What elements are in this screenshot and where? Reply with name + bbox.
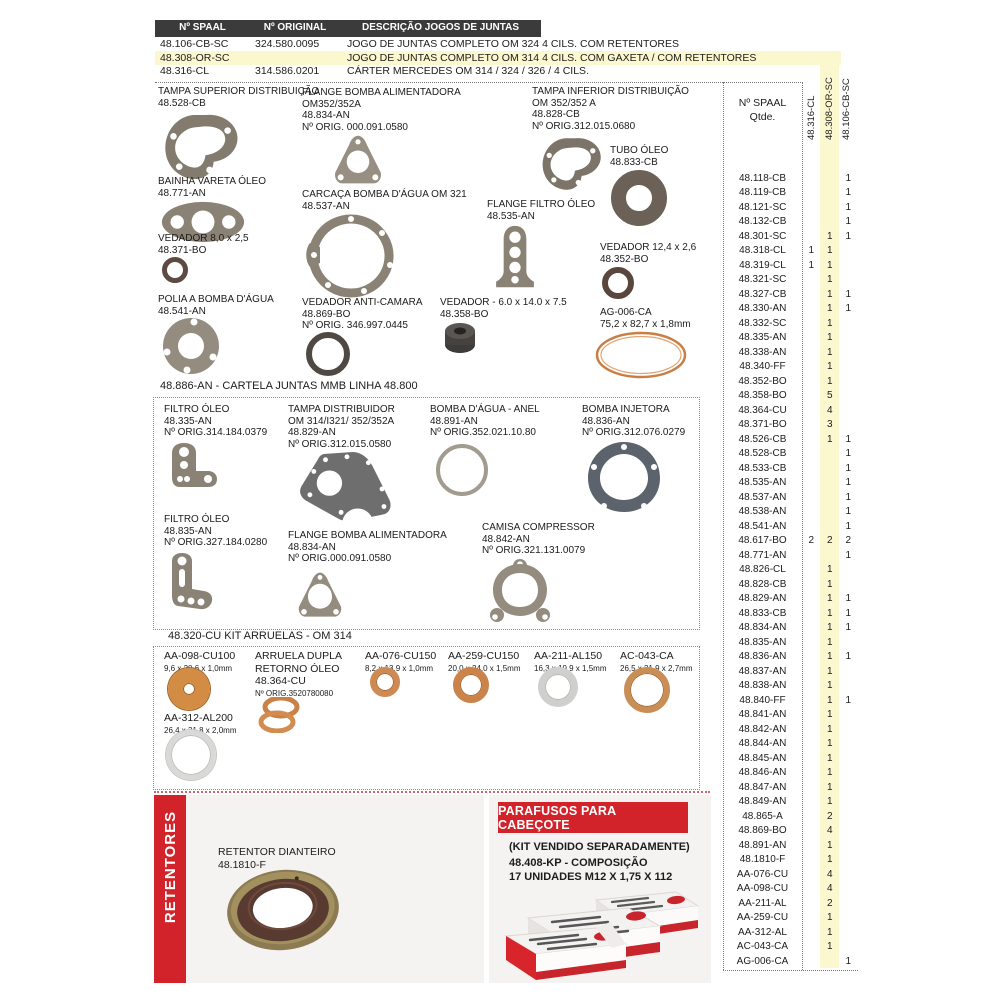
qty-48308: 4 (826, 883, 833, 895)
qty-row (723, 258, 859, 273)
divider-line (155, 82, 803, 83)
kit-spaal: 48.308-OR-SC (160, 51, 230, 64)
qty-row (723, 954, 859, 969)
qty-row (723, 461, 859, 476)
qty-48106: 1 (845, 651, 852, 663)
qty-part-number: 48.121-SC (738, 201, 787, 213)
qty-48106: 1 (845, 506, 852, 518)
qty-row (723, 432, 859, 447)
qty-48308: 1 (826, 926, 833, 938)
gasket-48836-image (586, 440, 662, 514)
qty-row (723, 273, 859, 288)
qty-col-label-48106: 48.106-CB-SC (841, 78, 852, 140)
part-48829-label: TAMPA DISTRIBUIDOR OM 314/I321/ 352/352A 48.829-AN Nº ORIG.312.015.0580 (288, 404, 395, 450)
retentores-banner-text: RETENTORES (162, 810, 179, 924)
oring-48352-image (602, 267, 634, 299)
qty-48106: 1 (845, 303, 852, 315)
qty-part-number: 48.847-AN (738, 781, 787, 793)
kit-section-title: 48.320-CU KIT ARRUELAS - OM 314 (168, 630, 352, 642)
qty-row (723, 693, 859, 708)
qty-row (723, 345, 859, 360)
qty-part-number: 48.301-SC (738, 230, 787, 242)
qty-part-number: 48.321-SC (738, 274, 787, 286)
kit-original: 314.586.0201 (255, 65, 320, 77)
qty-row (723, 867, 859, 882)
washer-aa259-image (453, 667, 489, 703)
qty-48308: 1 (826, 332, 833, 344)
qty-48308: 1 (826, 854, 833, 866)
gasket-48528-image (162, 112, 244, 182)
qty-48308: 1 (826, 738, 833, 750)
qty-row (723, 737, 859, 752)
qty-row (723, 809, 859, 824)
bushing-48358-image (442, 322, 478, 354)
qty-row (723, 418, 859, 433)
qty-part-number: 48.364-CU (738, 404, 787, 416)
qty-part-number: 48.865-A (742, 810, 783, 822)
qty-48308: 1 (826, 274, 833, 286)
qty-48308: 1 (826, 796, 833, 808)
qty-row (723, 722, 859, 737)
part-aa076-label: AA-076-CU150 8,2 x 13,9 x 1,0mm (365, 650, 437, 673)
part-48352-label: VEDADOR 12,4 x 2,6 48.352-BO (600, 242, 697, 265)
qty-48308: 4 (826, 868, 833, 880)
washer-48364-image (258, 697, 300, 733)
qty-48106: 1 (845, 622, 852, 634)
part-48834b-label: FLANGE BOMBA ALIMENTADORA 48.834-AN Nº ORIG.000.091.0580 (288, 530, 447, 564)
qty-row (723, 229, 859, 244)
ring-48833-image (611, 170, 667, 226)
qty-row (723, 316, 859, 331)
qty-48308: 1 (826, 636, 833, 648)
part-48371-label: VEDADOR 8,0 x 2,5 48.371-BO (158, 233, 249, 256)
qty-row (723, 577, 859, 592)
qty-row (723, 171, 859, 186)
kit-desc: JOGO DE JUNTAS COMPLETO OM 314 4 CILS. COM GAXETA / COM RETENTORES (347, 51, 757, 64)
header-original: Nº ORIGINAL (263, 22, 327, 33)
qty-48308: 1 (826, 303, 833, 315)
part-ag006-label: AG-006-CA 75,2 x 82,7 x 1,8mm (600, 307, 691, 330)
kit-spaal: 48.106-CB-SC (160, 38, 229, 50)
qty-row (723, 331, 859, 346)
qty-row (723, 911, 859, 926)
part-48358-label: VEDADOR - 6.0 x 14.0 x 7.5 48.358-BO (440, 297, 567, 320)
qty-row (723, 795, 859, 810)
qty-48308: 1 (826, 781, 833, 793)
qty-48308: 1 (826, 752, 833, 764)
qty-part-number: 48.849-AN (738, 796, 787, 808)
qty-part-number: 48.537-AN (738, 491, 787, 503)
qty-part-number: 48.846-AN (738, 767, 787, 779)
qty-row (723, 635, 859, 650)
qty-row (723, 621, 859, 636)
qty-row (723, 940, 859, 955)
qty-48106: 1 (845, 201, 852, 213)
qty-48308: 2 (826, 535, 833, 547)
qty-row (723, 505, 859, 520)
washer-aa098-image (168, 668, 210, 710)
qty-row (723, 780, 859, 795)
qty-title-line2: Qtde. (749, 111, 776, 123)
qty-row (723, 403, 859, 418)
qty-part-number: 48.352-BO (738, 375, 787, 387)
qty-48308: 4 (826, 404, 833, 416)
part-ac043-label: AC-043-CA 26,5 x 31,9 x 2,7mm (620, 650, 693, 673)
gasket-48535-image (494, 224, 536, 292)
qty-48308: 1 (826, 839, 833, 851)
qty-48308: 1 (826, 288, 833, 300)
qty-row (723, 650, 859, 665)
qty-row (723, 679, 859, 694)
qty-part-number: 48.834-AN (738, 622, 787, 634)
qty-part-number: 48.132-CB (738, 216, 787, 228)
part-aa312-label: AA-312-AL200 26,4 x 31,8 x 2,0mm (164, 712, 237, 735)
qty-part-number: 48.842-AN (738, 723, 787, 735)
part-48891-label: BOMBA D'ÁGUA - ANEL 48.891-AN Nº ORIG.352.021.10.80 (430, 404, 540, 438)
part-48828-label: TAMPA INFERIOR DISTRIBUIÇÃO OM 352/352 A 48.828-CB Nº ORIG.312.015.0680 (532, 86, 689, 132)
bottom-divider (154, 791, 710, 793)
washer-aa211-image (538, 667, 578, 707)
qty-48316: 2 (808, 535, 815, 547)
qty-48308: 1 (826, 941, 833, 953)
qty-48106: 1 (845, 187, 852, 199)
qty-part-number: AA-211-AL (738, 897, 787, 909)
qty-48308: 1 (826, 564, 833, 576)
qty-row (723, 606, 859, 621)
qty-part-number: 48.338-AN (738, 346, 787, 358)
qty-part-number: 48.535-AN (738, 477, 787, 489)
qty-part-number: 48.836-AN (738, 651, 787, 663)
part-48771-label: BAINHA VARETA ÓLEO 48.771-AN (158, 176, 266, 199)
qty-part-number: 48.829-AN (738, 593, 787, 605)
qty-48308: 1 (826, 578, 833, 590)
qty-row (723, 925, 859, 940)
qty-part-number: 48.528-CB (738, 448, 787, 460)
qty-row (723, 548, 859, 563)
qty-48308: 1 (826, 593, 833, 605)
parafusos-composition: 48.408-KP - COMPOSIÇÃO (509, 857, 648, 869)
qty-row (723, 563, 859, 578)
kit-spaal: 48.316-CL (160, 65, 210, 77)
qty-part-number: AA-098-CU (736, 883, 789, 895)
qty-48106: 1 (845, 288, 852, 300)
qty-row (723, 824, 859, 839)
qty-row (723, 302, 859, 317)
qty-row (723, 853, 859, 868)
gasket-48829-image (296, 450, 394, 526)
qty-48308: 2 (826, 810, 833, 822)
qty-part-number: AC-043-CA (736, 941, 789, 953)
parafusos-banner-text: PARAFUSOS PARA CABEÇOTE (498, 803, 616, 832)
qty-48308: 4 (826, 825, 833, 837)
qty-part-number: 48.837-AN (738, 665, 787, 677)
header-spaal: Nº SPAAL (179, 22, 226, 33)
copper-ring-ag006-image (594, 330, 688, 380)
qty-48308: 5 (826, 390, 833, 402)
qty-48106: 1 (845, 549, 852, 561)
part-48833-label: TUBO ÓLEO 48.833-CB (610, 145, 669, 168)
qty-part-number: 48.869-BO (738, 825, 787, 837)
qty-48308: 2 (826, 897, 833, 909)
qty-48308: 1 (826, 680, 833, 692)
qty-48106: 1 (845, 433, 852, 445)
part-48537-label: CARCAÇA BOMBA D'ÁGUA OM 321 48.537-AN (302, 189, 467, 212)
washer-aa076-image (370, 667, 400, 697)
qty-part-number: 48.533-CB (738, 462, 787, 474)
qty-row (723, 215, 859, 230)
qty-row (723, 360, 859, 375)
washer-aa312-image (166, 730, 216, 780)
qty-48308: 1 (826, 651, 833, 663)
qty-48106: 1 (845, 462, 852, 474)
qty-part-number: 48.828-CB (738, 578, 787, 590)
qty-part-number: 48.835-AN (738, 636, 787, 648)
qty-48308: 1 (826, 433, 833, 445)
qty-row (723, 200, 859, 215)
gasket-48335-image (170, 441, 218, 493)
qty-row (723, 476, 859, 491)
qty-row (723, 389, 859, 404)
qty-48308: 1 (826, 346, 833, 358)
qty-part-number: 48.332-SC (738, 317, 787, 329)
qty-col-label-48316: 48.316-CL (806, 95, 817, 140)
qty-part-number: 48.1810-F (739, 854, 786, 866)
qty-part-number: 48.327-CB (738, 288, 787, 300)
qty-48308: 3 (826, 419, 833, 431)
qty-part-number: 48.838-AN (738, 680, 787, 692)
qty-part-number: 48.771-AN (738, 549, 787, 561)
part-aa259-label: AA-259-CU150 20,0 x 24,0 x 1,5mm (448, 650, 521, 673)
oring-48371-image (162, 257, 188, 283)
qty-48106: 1 (845, 694, 852, 706)
ring-48891-image (436, 444, 488, 496)
qty-title-line1: Nº SPAAL (738, 97, 787, 109)
gasket-48834a-image (332, 134, 384, 186)
oring-48869-image (306, 332, 350, 376)
qty-part-number: AA-076-CU (736, 868, 789, 880)
qty-row (723, 534, 859, 549)
qty-part-number: 48.118-CB (738, 172, 787, 184)
kit-desc: JOGO DE JUNTAS COMPLETO OM 324 4 CILS. COM RETENTORES (347, 38, 679, 50)
part-48364-label: ARRUELA DUPLA RETORNO ÓLEO 48.364-CU Nº ORIG.3520780080 (255, 650, 342, 698)
qty-48106: 1 (845, 477, 852, 489)
part-aa098-label: AA-098-CU100 9,6 x 20,6 x 1,0mm (164, 650, 236, 673)
qty-part-number: 48.541-AN (738, 520, 787, 532)
qty-part-number: 48.358-BO (738, 390, 787, 402)
qty-part-number: 48.119-CB (738, 187, 787, 199)
qty-part-number: 48.841-AN (738, 709, 787, 721)
gasket-48842-image (488, 558, 552, 624)
kits-table-header (155, 20, 541, 37)
qty-part-number: AA-312-AL (738, 926, 787, 938)
qty-part-number: 48.318-CL (739, 245, 786, 257)
qty-table-border-bottom (723, 970, 858, 971)
qty-48308: 1 (826, 361, 833, 373)
bolt-boxes-photo (500, 886, 700, 982)
qty-48308: 1 (826, 709, 833, 721)
qty-row (723, 287, 859, 302)
qty-48308: 1 (826, 767, 833, 779)
qty-48308: 1 (826, 694, 833, 706)
gasket-48537-image (306, 213, 396, 299)
cartela-section-title: 48.886-AN - CARTELA JUNTAS MMB LINHA 48.800 (160, 380, 418, 392)
qty-row (723, 447, 859, 462)
qty-part-number: 48.845-AN (738, 752, 787, 764)
qty-part-number: 48.833-CB (738, 607, 787, 619)
part-48528-label: TAMPA SUPERIOR DISTRIBUIÇÃO 48.528-CB (158, 86, 320, 109)
part-48869-label: VEDADOR ANTI-CAMARA 48.869-BO Nº ORIG. 346.997.0445 (302, 297, 423, 331)
kit-original: 324.580.0095 (255, 38, 320, 50)
qty-48308: 1 (826, 259, 833, 271)
qty-48106: 2 (845, 535, 852, 547)
qty-col-label-48308: 48.308-OR-SC (824, 77, 835, 140)
qty-row (723, 896, 859, 911)
qty-48106: 1 (845, 230, 852, 242)
parafusos-note: (KIT VENDIDO SEPARADAMENTE) (509, 841, 690, 853)
qty-48308: 1 (826, 317, 833, 329)
qty-48106: 1 (845, 216, 852, 228)
retentor-dianteiro-label: RETENTOR DIANTEIRO 48.1810-F (218, 846, 336, 871)
qty-row (723, 751, 859, 766)
part-48535-label: FLANGE FILTRO ÓLEO 48.535-AN (487, 199, 596, 222)
gasket-48828-image (540, 134, 606, 194)
qty-48106: 1 (845, 491, 852, 503)
qty-part-number: 48.319-CL (739, 259, 786, 271)
qty-48308: 1 (826, 607, 833, 619)
part-48842-label: CAMISA COMPRESSOR 48.842-AN Nº ORIG.321.131.0079 (482, 522, 595, 556)
qty-row (723, 882, 859, 897)
qty-part-number: 48.826-CL (739, 564, 786, 576)
qty-48106: 1 (845, 955, 852, 967)
qty-row (723, 490, 859, 505)
qty-48308: 1 (826, 912, 833, 924)
gasket-48834b-image (296, 568, 344, 622)
qty-part-number: 48.340-FF (739, 361, 786, 373)
qty-row (723, 519, 859, 534)
qty-48308: 1 (826, 245, 833, 257)
parafusos-banner (498, 802, 688, 833)
qty-48308: 1 (826, 665, 833, 677)
qty-part-number: 48.526-CB (738, 433, 787, 445)
qty-row (723, 244, 859, 259)
qty-part-number: 48.840-FF (739, 694, 786, 706)
qty-row (723, 374, 859, 389)
qty-48106: 1 (845, 172, 852, 184)
oil-seal-photo (222, 868, 344, 952)
qty-48308: 1 (826, 622, 833, 634)
qty-table-rows (723, 171, 859, 969)
qty-part-number: 48.891-AN (738, 839, 787, 851)
qty-48106: 1 (845, 520, 852, 532)
part-48834a-label: FLANGE BOMBA ALIMENTADORA OM352/352A 48.834-AN Nº ORIG. 000.091.0580 (302, 87, 461, 133)
qty-48316: 1 (808, 259, 815, 271)
qty-row (723, 708, 859, 723)
part-48836-label: BOMBA INJETORA 48.836-AN Nº ORIG.312.076.0279 (582, 404, 686, 438)
gasket-48541-image (160, 316, 222, 376)
washer-ac043-image (624, 667, 670, 713)
qty-part-number: 48.330-AN (738, 303, 787, 315)
gasket-48835-image (170, 551, 214, 613)
part-48335-label: FILTRO ÓLEO 48.335-AN Nº ORIG.314.184.0379 (164, 404, 268, 438)
qty-part-number: AA-259-CU (736, 912, 789, 924)
part-48541-label: POLIA A BOMBA D'ÁGUA 48.541-AN (158, 294, 274, 317)
kit-desc: CÁRTER MERCEDES OM 314 / 324 / 326 / 4 CILS. (347, 65, 589, 77)
qty-48106: 1 (845, 448, 852, 460)
qty-48308: 1 (826, 723, 833, 735)
parafusos-units: 17 UNIDADES M12 X 1,75 X 112 (509, 871, 673, 883)
qty-part-number: 48.617-BO (738, 535, 787, 547)
qty-row (723, 766, 859, 781)
qty-row (723, 838, 859, 853)
qty-48106: 1 (845, 607, 852, 619)
qty-48316: 1 (808, 245, 815, 257)
qty-48308: 1 (826, 230, 833, 242)
qty-48308: 1 (826, 375, 833, 387)
qty-row (723, 592, 859, 607)
qty-part-number: AG-006-CA (736, 955, 789, 967)
qty-part-number: 48.538-AN (738, 506, 787, 518)
qty-part-number: 48.335-AN (738, 332, 787, 344)
part-aa211-label: AA-211-AL150 16,3 x 19,9 x 1,5mm (534, 650, 607, 673)
header-descricao: DESCRIÇÃO JOGOS DE JUNTAS (361, 22, 520, 33)
qty-part-number: 48.371-BO (738, 419, 787, 431)
qty-row (723, 186, 859, 201)
qty-part-number: 48.844-AN (738, 738, 787, 750)
part-48835-label: FILTRO ÓLEO 48.835-AN Nº ORIG.327.184.0280 (164, 514, 268, 548)
qty-row (723, 664, 859, 679)
qty-table-title (723, 96, 802, 124)
qty-48106: 1 (845, 593, 852, 605)
